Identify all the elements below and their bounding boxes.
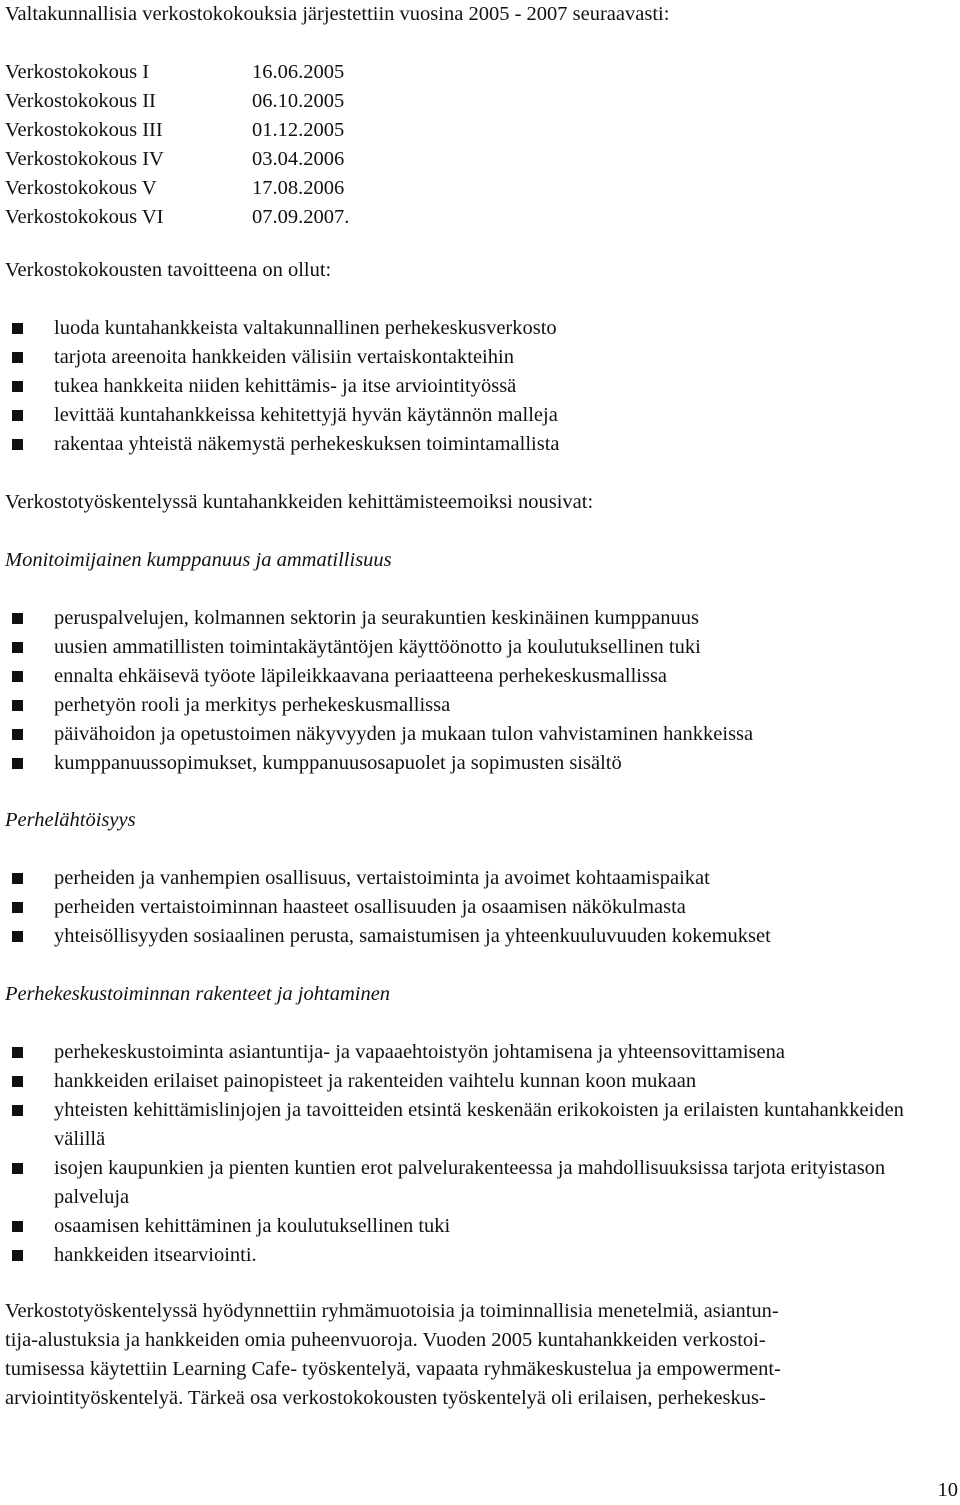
list-item-text: tukea hankkeita niiden kehittämis- ja itse arviointityössä	[54, 375, 517, 397]
meeting-name: Verkostokokous III	[5, 119, 163, 141]
square-bullet-icon	[12, 931, 23, 942]
section-title-partnership: Monitoimijainen kumppanuus ja ammatillisuus	[5, 549, 392, 571]
list-item	[5, 720, 955, 749]
list-item	[5, 372, 955, 401]
goals-list	[5, 314, 955, 459]
paragraph-line: Verkostotyöskentelyssä hyödynnettiin ryhmämuotoisia ja toiminnallisia menetelmiä, asiantun-	[5, 1300, 779, 1322]
paragraph-line: tija-alustuksia ja hankkeiden omia puheenvuoroja. Vuoden 2005 kuntahankkeiden verkostoi-	[5, 1329, 766, 1351]
square-bullet-icon	[12, 642, 23, 653]
square-bullet-icon	[12, 671, 23, 682]
list-item-text: yhteisöllisyyden sosiaalinen perusta, samaistumisen ja yhteenkuuluvuuden kokemukset	[54, 925, 771, 947]
paragraph-line: tumisessa käytettiin Learning Cafe- työskentelyä, vapaata ryhmäkeskustelua ja empowerment-	[5, 1358, 781, 1380]
list-item-text: perhetyön rooli ja merkitys perhekeskusmallissa	[54, 694, 451, 716]
list-item	[5, 1241, 955, 1270]
intro-text: Valtakunnallisia verkostokokouksia järjestettiin vuosina 2005 - 2007 seuraavasti:	[5, 3, 670, 25]
meeting-row	[5, 87, 605, 116]
list-item-text: tarjota areenoita hankkeiden välisiin vertaiskontakteihin	[54, 346, 514, 368]
list-item-text: hankkeiden erilaiset painopisteet ja rakenteiden vaihtelu kunnan koon mukaan	[54, 1070, 697, 1092]
meeting-date: 17.08.2006	[252, 177, 345, 199]
square-bullet-icon	[12, 1221, 23, 1232]
section-title-structures: Perhekeskustoiminnan rakenteet ja johtaminen	[5, 983, 391, 1005]
meeting-row	[5, 174, 605, 203]
meetings-list	[5, 58, 605, 232]
square-bullet-icon	[12, 352, 23, 363]
section-title-family: Perhelähtöisyys	[5, 809, 136, 831]
list-item	[5, 1096, 954, 1154]
meeting-name: Verkostokokous I	[5, 61, 150, 83]
list-item	[5, 343, 955, 372]
square-bullet-icon	[12, 1076, 23, 1087]
list-item	[5, 430, 955, 459]
list-item-text: osaamisen kehittäminen ja koulutuksellinen tuki	[54, 1215, 451, 1237]
meeting-row	[5, 58, 605, 87]
list-item-text: peruspalvelujen, kolmannen sektorin ja seurakuntien keskinäinen kumppanuus	[54, 607, 700, 629]
list-item	[5, 1038, 955, 1067]
closing-paragraph	[5, 1297, 781, 1413]
list-item	[5, 922, 955, 951]
themes-heading: Verkostotyöskentelyssä kuntahankkeiden kehittämisteemoiksi nousivat:	[5, 491, 594, 513]
list-item	[5, 633, 955, 662]
list-item-text: isojen kaupunkien ja pienten kuntien erot palvelurakenteessa ja mahdollisuuksissa tarjota erityistason palveluja	[54, 1157, 886, 1208]
list-item	[5, 1067, 955, 1096]
list-item	[5, 662, 955, 691]
list-item	[5, 893, 955, 922]
meeting-date: 03.04.2006	[252, 148, 345, 170]
list-item-text: rakentaa yhteistä näkemystä perhekeskuksen toimintamallista	[54, 433, 560, 455]
square-bullet-icon	[12, 1047, 23, 1058]
list-item	[5, 314, 955, 343]
square-bullet-icon	[12, 758, 23, 769]
list-item	[5, 401, 955, 430]
list-item-text: hankkeiden itsearviointi.	[54, 1244, 257, 1266]
list-item	[5, 1154, 954, 1212]
list-item	[5, 864, 955, 893]
square-bullet-icon	[12, 323, 23, 334]
list-item	[5, 749, 955, 778]
list-item-text: ennalta ehkäisevä työote läpileikkaavana periaatteena perhekeskusmallissa	[54, 665, 668, 687]
square-bullet-icon	[12, 1105, 23, 1116]
meeting-name: Verkostokokous II	[5, 90, 156, 112]
list-item-text: perhekeskustoiminta asiantuntija- ja vapaaehtoistyön johtamisena ja yhteensovittamisena	[54, 1041, 785, 1063]
list-item	[5, 1212, 955, 1241]
square-bullet-icon	[12, 439, 23, 450]
square-bullet-icon	[12, 873, 23, 884]
meeting-name: Verkostokokous VI	[5, 206, 164, 228]
meeting-date: 06.10.2005	[252, 90, 345, 112]
list-item-text: uusien ammatillisten toimintakäytäntöjen käyttöönotto ja koulutuksellinen tuki	[54, 636, 701, 658]
list-item-text: kumppanuussopimukset, kumppanuusosapuolet ja sopimusten sisältö	[54, 752, 622, 774]
list-item	[5, 691, 955, 720]
meeting-date: 07.09.2007.	[252, 206, 350, 228]
square-bullet-icon	[12, 381, 23, 392]
square-bullet-icon	[12, 902, 23, 913]
square-bullet-icon	[12, 613, 23, 624]
paragraph-line: arviointityöskentelyä. Tärkeä osa verkostokokousten työskentelyä oli erilaisen, perhekeskus-	[5, 1387, 766, 1409]
square-bullet-icon	[12, 410, 23, 421]
list-item-text: yhteisten kehittämislinjojen ja tavoitteiden etsintä keskenään erikokoisten ja erilaisten kuntahankkeiden välillä	[54, 1099, 904, 1150]
square-bullet-icon	[12, 729, 23, 740]
meeting-row	[5, 203, 605, 232]
square-bullet-icon	[12, 700, 23, 711]
list-item-text: päivähoidon ja opetustoimen näkyvyyden ja mukaan tulon vahvistaminen hankkeissa	[54, 723, 754, 745]
meeting-date: 16.06.2005	[252, 61, 345, 83]
list-item-text: perheiden ja vanhempien osallisuus, vertaistoiminta ja avoimet kohtaamispaikat	[54, 867, 710, 889]
list-item-text: perheiden vertaistoiminnan haasteet osallisuuden ja osaamisen näkökulmasta	[54, 896, 686, 918]
square-bullet-icon	[12, 1163, 23, 1174]
meeting-row	[5, 145, 605, 174]
goals-heading: Verkostokokousten tavoitteena on ollut:	[5, 259, 332, 281]
meeting-date: 01.12.2005	[252, 119, 345, 141]
square-bullet-icon	[12, 1250, 23, 1261]
list-item	[5, 604, 955, 633]
meeting-name: Verkostokokous V	[5, 177, 157, 199]
structures-list	[5, 1038, 955, 1270]
page-number: 10	[937, 1479, 958, 1501]
meeting-name: Verkostokokous IV	[5, 148, 164, 170]
family-list	[5, 864, 955, 951]
list-item-text: levittää kuntahankkeissa kehitettyjä hyvän käytännön malleja	[54, 404, 558, 426]
list-item-text: luoda kuntahankkeista valtakunnallinen perhekeskusverkosto	[54, 317, 557, 339]
meeting-row	[5, 116, 605, 145]
partnership-list	[5, 604, 955, 778]
